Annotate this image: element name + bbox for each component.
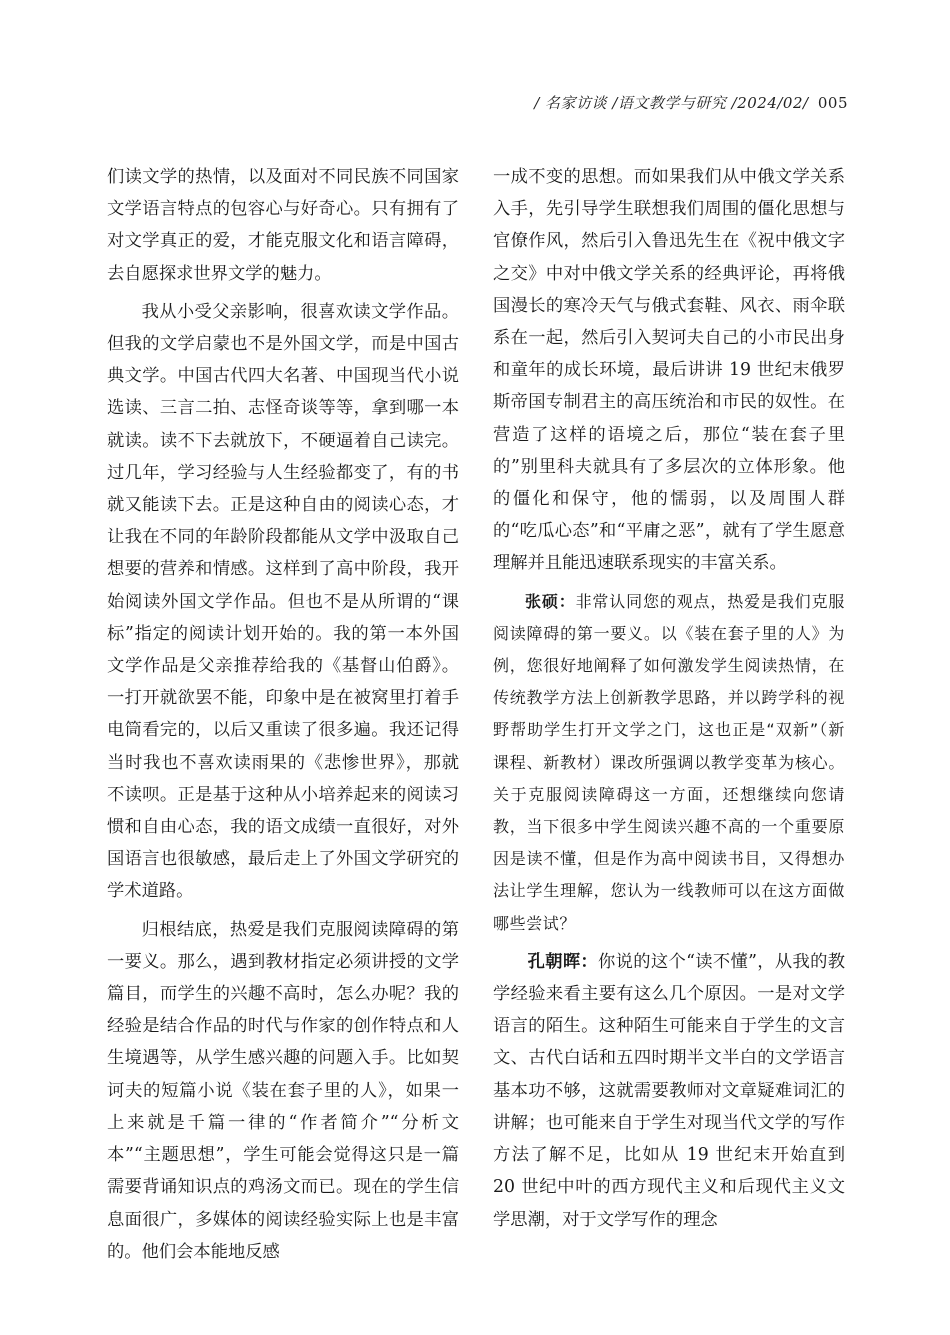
running-title: / 名家访谈 /语文教学与研究 /2024/02/ [534,94,809,112]
answer-speaker: 孔朝晖： [527,951,599,972]
question-speaker: 张硕： [525,591,576,611]
question-paragraph [493,586,845,940]
left-paragraph-1: 们读文学的热情，以及面对不同民族不同国家文学语言特点的包容心与好奇心。只有拥有了对文学真正的爱，才能克服文化和语言障碍，去自愿探求世界文学的魅力。 [107,167,459,284]
page-number: 005 [817,94,848,112]
left-paragraph-3: 归根结底，热爱是我们克服阅读障碍的第一要义。那么，遇到教材指定必须讲授的文学篇目，而学生的兴趣不高时，怎么办呢？我的经验是结合作品的时代与作家的创作特点和人生境遇等，从学生感兴趣的问题入手。比如契诃夫的短篇小说《装在套子里的人》，如果一上来就是千篇一律的“作者简介”“分析文本”“主题思想”，学生可能会觉得这只是一篇需要背诵知识点的鸡汤文而已。现在的学生信息面很广，多媒体的阅读经验实际上也是丰富的。他们会本能地反感 [107,919,459,1262]
running-header [534,92,848,113]
right-column [493,161,845,1242]
answer-text: 你说的这个“读不懂”，从我的教学经验来看主要有这么几个原因。一是对文学语言的陌生。这种陌生可能来自于学生的文言文、古代白话和五四时期半文半白的文学语言基本功不够，这就需要教师对文章疑难词汇的讲解；也可能来自于学生对现当代文学的写作方法了解不足，比如从 19 世纪末开始直到 20 世纪中叶的西方现代主义和后现代主义文学思潮，对于文学写作的理念 [493,951,845,1230]
answer-paragraph [493,946,845,1236]
left-column [107,161,459,1274]
right-paragraph-1: 一成不变的思想。而如果我们从中俄文学关系入手，先引导学生联想我们周围的僵化思想与官僚作风，然后引入鲁迅先生在《祝中俄文字之交》中对中俄文学关系的经典评论，再将俄国漫长的寒冷天气与俄式套鞋、风衣、雨伞联系在一起，然后引入契诃夫自己的小市民出身和童年的成长环境，最后讲讲 19 世纪末俄罗斯帝国专制君主的高压统治和市民的奴性。在营造了这样的语境之后，那位“装在套子里的”别里科夫就具有了多层次的立体形象。他的僵化和保守，他的懦弱，以及周围人群的“吃瓜心态”和“平庸之恶”，就有了学生愿意理解并且能迅速联系现实的丰富关系。 [493,167,845,574]
question-text: 非常认同您的观点，热爱是我们克服阅读障碍的第一要义。以《装在套子里的人》为例，您很好地阐释了如何激发学生阅读热情，在传统教学方法上创新教学思路，并以跨学科的视野帮助学生打开文学之门，这也正是“双新”（新课程、新教材）课改所强调以教学变革为核心。关于克服阅读障碍这一方面，还想继续向您请教，当下很多中学生阅读兴趣不高的一个重要原因是读不懂，但是作为高中阅读书目，又得想办法让学生理解，您认为一线教师可以在这方面做哪些尝试？ [493,591,845,933]
left-paragraph-2: 我从小受父亲影响，很喜欢读文学作品。但我的文学启蒙也不是外国文学，而是中国古典文学。中国古代四大名著、中国现当代小说选读、三言二拍、志怪奇谈等等，拿到哪一本就读。读不下去就放下，不硬逼着自己读完。过几年，学习经验与人生经验都变了，有的书就又能读下去。正是这种自由的阅读心态，才让我在不同的年龄阶段都能从文学中汲取自己想要的营养和情感。这样到了高中阶段，我开始阅读外国文学作品。但也不是从所谓的“课标”指定的阅读计划开始的。我的第一本外国文学作品是父亲推荐给我的《基督山伯爵》。一打开就欲罢不能，印象中是在被窝里打着手电筒看完的，以后又重读了很多遍。我还记得当时我也不喜欢读雨果的《悲惨世界》，那就不读呗。正是基于这种从小培养起来的阅读习惯和自由心态，我的语文成绩一直很好，对外国语言也很敏感，最后走上了外国文学研究的学术道路。 [107,301,459,902]
